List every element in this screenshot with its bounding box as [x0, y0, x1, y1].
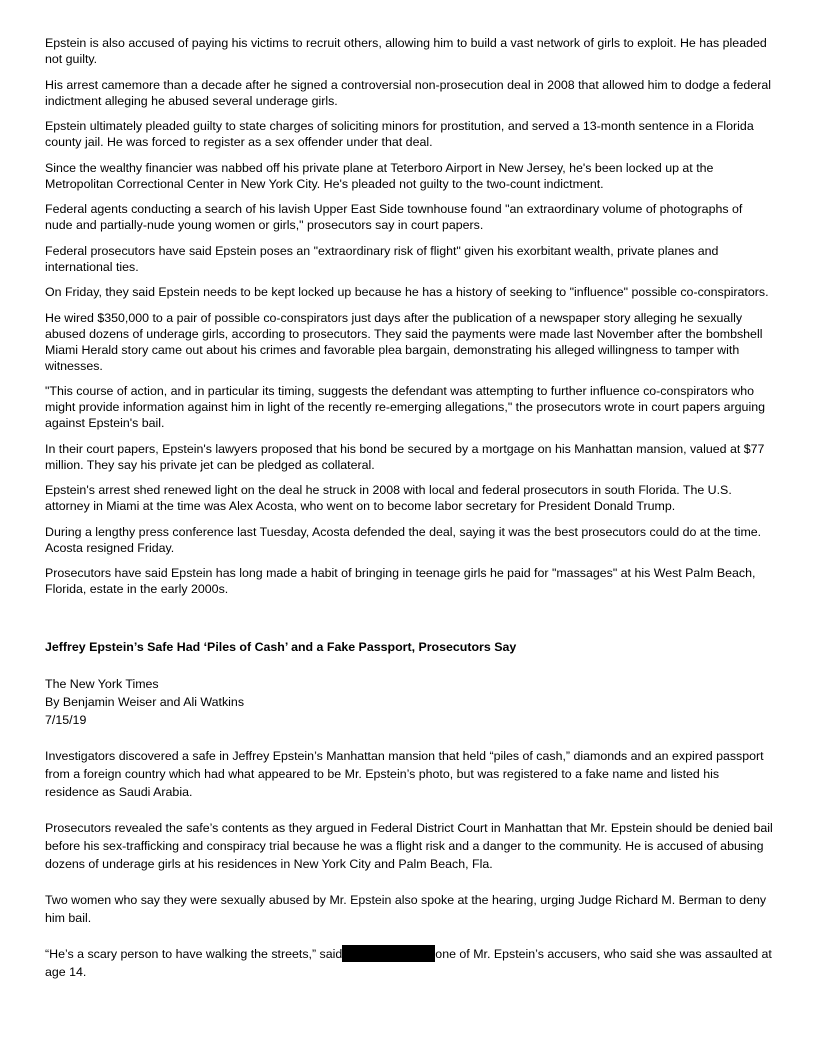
article-1-paragraph: In their court papers, Epstein's lawyers proposed that his bond be secured by a mortgage on his Manhattan mansion, valued at $77 million. They say his private jet can be pledged as collateral. — [45, 441, 765, 472]
article-2-quote-paragraph — [45, 945, 773, 981]
article-byline: By Benjamin Weiser and Ali Watkins — [45, 695, 245, 709]
article-1-paragraph: Since the wealthy financier was nabbed off his private plane at Teterboro Airport in New Jersey, he's been locked up at the Metropolitan Correctional Center in New York City. He's pleaded not guilty to the two-count indictment. — [45, 160, 714, 191]
article-2-paragraph: Prosecutors revealed the safe’s contents as they argued in Federal District Court in Manhattan that Mr. Epstein should be denied bail before his sex-trafficking and conspiracy trial because he was a flight risk and a danger to the community. He is accused of abusing dozens of underage girls at his residences in New York City and Palm Beach, Fla. — [45, 821, 773, 871]
article-1-paragraph: Epstein's arrest shed renewed light on the deal he struck in 2008 with local and federal prosecutors in south Florida. The U.S. attorney in Miami at the time was Alex Acosta, who went on to become labor secretary for President Donald Trump. — [45, 483, 732, 513]
article-2-paragraph: Two women who say they were sexually abused by Mr. Epstein also spoke at the hearing, urging Judge Richard M. Berman to deny him bail. — [45, 893, 767, 925]
article-1 — [45, 35, 773, 597]
document-page — [45, 35, 773, 999]
article-1-paragraph: Federal agents conducting a search of his lavish Upper East Side townhouse found "an extraordinary volume of photographs of nude and partially-nude young women or girls," prosecutors say in court papers. — [45, 202, 743, 232]
article-headline: Jeffrey Epstein’s Safe Had ‘Piles of Cash’ and a Fake Passport, Prosecutors Say — [45, 640, 517, 654]
article-1-paragraph: Federal prosecutors have said Epstein poses an "extraordinary risk of flight" given his exorbitant wealth, private planes and international ties. — [45, 243, 719, 274]
article-1-paragraph: Epstein is also accused of paying his victims to recruit others, allowing him to build a vast network of girls to exploit. He has pleaded not guilty. — [45, 36, 767, 66]
article-date: 7/15/19 — [45, 713, 87, 727]
article-1-paragraph: "This course of action, and in particular its timing, suggests the defendant was attempting to further influence co-conspirators who might provide information against him in light of the recently re-emerging allegations," the prosecutors wrote in court papers arguing against Epstein's bail. — [45, 384, 765, 430]
redaction-box — [342, 945, 435, 962]
article-2-paragraph: Investigators discovered a safe in Jeffrey Epstein’s Manhattan mansion that held “piles of cash,” diamonds and an expired passport from a foreign country which had what appeared to be Mr. Epstein’s photo, but was registered to a fake name and listed his residence as Saudi Arabia. — [45, 749, 764, 799]
quote-end-text: one of Mr. Epstein’s accusers, who said she was assaulted at age 14. — [45, 947, 772, 979]
spacer — [45, 729, 773, 747]
article-1-paragraph: He wired $350,000 to a pair of possible co-conspirators just days after the publication of a newspaper story alleging he sexually abused dozens of underage girls, according to prosecutors. They said the payments were made last November after the bombshell Miami Herald story came out about his crimes and favorable plea bargain, demonstrating his alleged willingness to tamper with witnesses. — [45, 310, 763, 373]
quote-start-text: “He’s a scary person to have walking the streets,” said — [45, 947, 343, 961]
article-source: The New York Times — [45, 677, 159, 691]
article-1-paragraph: On Friday, they said Epstein needs to be kept locked up because he has a history of seeking to "influence" possible co-conspirators. — [45, 285, 769, 299]
article-1-paragraph: Epstein ultimately pleaded guilty to state charges of soliciting minors for prostitution, and served a 13-month sentence in a Florida county jail. He was forced to register as a sex offender under that deal. — [45, 119, 754, 149]
article-1-paragraph: During a lengthy press conference last Tuesday, Acosta defended the deal, saying it was the best prosecutors could do at the time. Acosta resigned Friday. — [45, 524, 762, 555]
article-2 — [45, 638, 773, 981]
article-1-paragraph: Prosecutors have said Epstein has long made a habit of bringing in teenage girls he paid for "massages" at his West Palm Beach, Florida, estate in the early 2000s. — [45, 566, 756, 596]
article-1-paragraph: His arrest camemore than a decade after he signed a controversial non-prosecution deal in 2008 that allowed him to dodge a federal indictment alleging he abused several underage girls. — [45, 77, 771, 108]
